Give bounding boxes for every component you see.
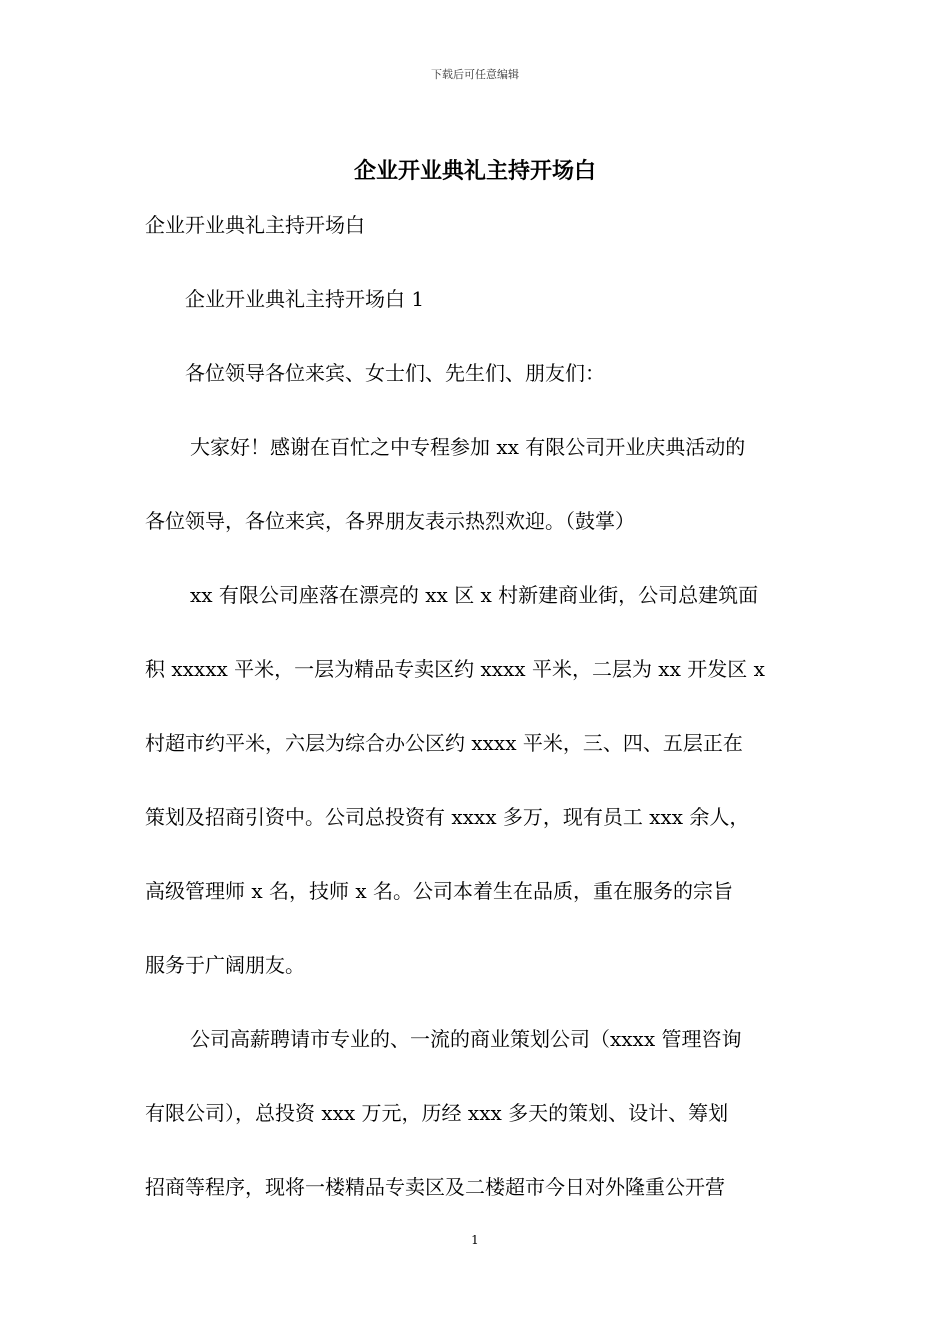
paragraph-line: 招商等程序，现将一楼精品专卖区及二楼超市今日对外隆重公开营 (145, 1175, 725, 1199)
greeting-line: 各位领导各位来宾、女士们、先生们、朋友们： (185, 361, 605, 385)
paragraph-line: 服务于广阔朋友。 (145, 953, 305, 977)
paragraph-line: 村超市约平米，六层为综合办公区约 xxxx 平米，三、四、五层正在 (145, 731, 743, 755)
document-title: 企业开业典礼主持开场白 (353, 158, 596, 184)
paragraph-line: xx 有限公司座落在漂亮的 xx 区 x 村新建商业街，公司总建筑面 (190, 583, 759, 607)
paragraph-line: 高级管理师 x 名，技师 x 名。公司本着生在品质，重在服务的宗旨 (145, 879, 733, 903)
paragraph-planning (145, 1021, 807, 1206)
paragraph-line: 策划及招商引资中。公司总投资有 xxxx 多万，现有员工 xxx 余人， (145, 805, 750, 829)
paragraph-line: 大家好！感谢在百忙之中专程参加 xx 有限公司开业庆典活动的 (190, 435, 746, 459)
paragraph-line: 各位领导，各位来宾，各界朋友表示热烈欢迎。（鼓掌） (145, 509, 635, 533)
section-heading: 企业开业典礼主持开场白 1 (185, 287, 425, 311)
paragraph-welcome (145, 429, 807, 540)
document-subtitle: 企业开业典礼主持开场白 (145, 213, 365, 237)
header-note: 下载后可任意编辑 (431, 68, 519, 81)
paragraph-company-intro (145, 577, 807, 984)
document-body (145, 207, 807, 1206)
page-number: 1 (471, 1233, 479, 1247)
paragraph-line: 积 xxxxx 平米，一层为精品专卖区约 xxxx 平米，二层为 xx 开发区 x (145, 657, 765, 681)
paragraph-line: 有限公司），总投资 xxx 万元，历经 xxx 多天的策划、设计、筹划 (145, 1101, 729, 1125)
paragraph-line: 公司高薪聘请市专业的、一流的商业策划公司（xxxx 管理咨询 (190, 1027, 742, 1051)
